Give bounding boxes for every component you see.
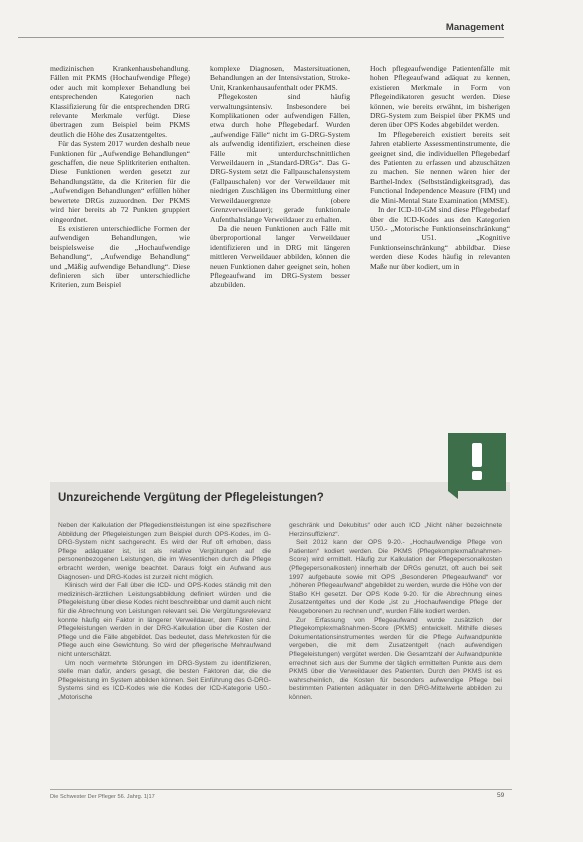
paragraph: In der ICD-10-GM sind diese Pflegebedarf über die ICD-Kodes aus den Kategorien U50.- „Motorische Funktionseinschränkung“ und U51. „Kognitive Funktionseinschränkung“ abbildbar. Diese werden diese Kodes häufig in relevanten Maße nur über kodiert, um in [370,205,510,271]
exclamation-icon [448,433,506,491]
info-box-column-2 [289,522,502,754]
paragraph: Neben der Kalkulation der Pflegedienstleistungen ist eine spezifischere Abbildung der Pflegeleistungen zum Beispiel durch OPS-Kodes, im G-DRG-System nicht sachgerecht. Es wird der Ruf oft erhoben, dass Pflege adäquater ist, ist als relative Vergütungen auf die personenbezogenen Leistungen, die im Wesentlichen durch die Pflege erbracht werden, wenige beachtet. Daraus folgt ein Aufwand aus Diagnosen- und DRG-Kodes ist zurzeit nicht möglich. [58,522,271,581]
paragraph: Für das System 2017 wurden deshalb neue Funktionen für „Aufwendige Behandlungen“ geschaffen, die neue Splitkriterien enthalten. Diese Funktionen werden gesetzt zur Behandlungstätte, da die Kriterien für die „Aufwendigen Behandlungen“ erfüllen höher bewertete DRGs zuzuordnen. Der PKMS wird hier bereits ab 72 Punkten gruppiert eingeordnet. [50,139,190,224]
paragraph: Im Pflegebereich existiert bereits seit Jahren etablierte Assessmentinstrumente, die geeignet sind, die individuellen Pflegebedarf des Patienten zu erfassen und abzuschätzen zu machen. Sie nennen wären hier der Barthel-Index (Selbstständigkeitsgrad), das Functional Independence Measure (FIM) und die Mini-Mental State Examination (MMSE). [370,129,510,205]
exclamation-bar [472,443,482,467]
paragraph: medizinischen Krankenhausbehandlung. Fällen mit PKMS (Hochaufwendige Pflege) oder auch mit komplexer Behandlung bei entsprechenden Kategorien nach Klassifizierung für die entsprechenden DRG relevante Merkmale verfügt. Diese übertragen zum Beispiel beim PKMS deutlich die Höhe des Zusatzentgeltes. [50,64,190,139]
exclamation-dot [472,471,482,480]
paragraph: komplexe Diagnosen, Mastersituationen, Behandlungen an der Intensivstation, Stroke-Unit, Krankenhausaufenthalt oder PKMS. [210,64,350,92]
info-box-column-1 [58,522,271,754]
info-box-title: Unzureichende Vergütung der Pflegeleistungen? [58,492,324,504]
paragraph: Pflegekosten sind häufig verwaltungsintensiv. Insbesondere bei Komplikationen oder aufwendigen Fällen, etwa durch hohe Pflegebedarf. Wurden „aufwendige Fälle“ nicht im G-DRG-System als aufwendig identifiziert, erscheinen diese Fälle mit unterdurchschnittlichen Verweildauern in „Standard-DRGs“. Das G-DRG-System setzt die Fallpauschalensystem (Fallpauschalen) vor der Verweildauer mit niedrigen Zuschlägen ins Übermittlung einer Verweildauergrenze (obere Grenzverweildauer); gerade funktionale Aufenthaltslange Verweildauer zu erhalten. [210,92,350,224]
paragraph: Seit 2012 kann der OPS 9-20.- „Hochaufwendige Pflege von Patienten“ kodiert werden. Die PKMS (Pflegekomplexmaßnahmen-Score) wird ermittelt. Häufig zur Kalkulation der Pflegepersonalkosten (Pflegepersonalkosten) innerhalb der DRGs genutzt, oft auch bei seit 1997 aufgebaute sowie mit OPS „Besonderen Pflegeaufwand“ vor „höheren Pflegeaufwand“ abgebildet zu werden, wurde die Höhe von der StaBo KH gesetzt. Der OPS Kode 9-20. für die Abrechnung eines Zusatzentgeltes und der Kode „ist zu „Hochaufwendige Pflege der Neugeborenen zu rechnen und“, wurden Fälle kodiert werden. [289,539,502,615]
article-column-1 [50,64,190,406]
paragraph: geschränk und Dekubitus“ oder auch ICD „Nicht näher bezeichnete Herzinsuffizienz“. [289,522,502,538]
article-column-3 [370,64,510,406]
article-column-2 [210,64,350,406]
footer-citation: Die Schwester Der Pfleger 56. Jahrg. 1|17 [50,794,155,800]
paragraph: Da die neuen Funktionen auch Fälle mit überproportional langer Verweildauer identifizieren und in DRG mit längeren mittleren Verweildauer abbilden, können die neuen Funktionen daher geeignet sein, hohen Pflegeaufwand im DRG-System besser abzubilden. [210,223,350,290]
footer-rule [50,789,512,790]
paragraph: Hoch pflegeaufwendige Patientenfälle mit hohen Pflegeaufwand adäquat zu kennen, existieren Merkmale in Form von Pflegeindikatoren gesucht werden. Diese können, wie bereits erwähnt, im bisherigen DRG-System zum Beispiel über PKMS und deren über OPS Kodes abgebildet werden. [370,64,510,130]
section-label: Management [445,22,504,33]
paragraph: Klinisch wird der Fall über die ICD- und OPS-Kodes ständig mit den medizinisch-ärztlichen Leistungsabbildung definiert würden und die Pflegeleistung über diese Kodes nicht beschreibbar und damit auch nicht für die Abrechnung von Leistungen relevant sei. Die Vergütungsrelevanz konnte häufig ein Faktor in längerer Verweildauer, dem Fällen sind. Pflegeleistungen werden in der DRG-Kalkulation über die Kosten der Pflege und die Fälle abgebildet. Das bedeutet, dass Mehrkosten für die Pflege auch eine Gewichtung. So wird der pflegerische Mehraufwand nicht unterschätzt. [58,582,271,658]
page-header [18,22,504,36]
paragraph: Es existieren unterschiedliche Formen der aufwendigen Behandlungen, wie beispielsweise die „Hochaufwendige Behandlung“, „Aufwendige Behandlung“ und „Mäßig aufwendige Behandlung“. Diese definieren sich über unterschiedliche Kriterien, zum Beispiel [50,223,190,290]
info-box-body [58,522,502,754]
article-body [50,64,510,406]
header-rule [18,37,504,38]
paragraph: Zur Erfassung von Pflegeaufwand wurde zusätzlich der Pflegekomplexmaßnahmen-Score (PKMS) entwickelt. Mithilfe dieses Dokumentationsinstrumentes werden für die Pflege Aufwandpunkte vergeben, die mit dem Zusatzentgelt (nach aufwendigen Pflegeleistungen) vergütet werden. Die Gesamtzahl der Aufwandpunkte errechnet sich aus der Summe der täglich ermittelten Punkte aus dem PKMS über die Verweildauer des Patienten. Durch den PKMS ist es wahrscheinlich, die Kosten für besonders aufwendige Pflege bei bestimmten Patienten adäquater in den DRG-Mittelwerte abbilden zu können. [289,616,502,701]
paragraph: Um noch vermehrte Störungen im DRG-System zu identifizieren, stelle man dafür, anders gesagt, die besten Faktoren dar, die die Pflegeleistung im System abbilden können. Seit Einführung des G-DRG-Systems sind es ICD-Kodes wie die Kodes der ICD-Kategorie U50.- „Motorische [58,659,271,701]
info-box [50,482,510,760]
page-number: 59 [497,792,505,799]
